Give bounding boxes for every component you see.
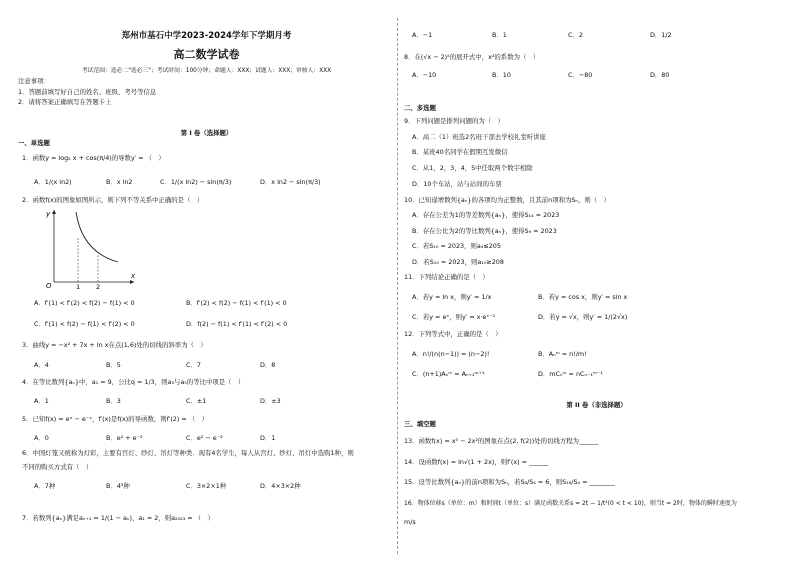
q13-stem: 13．函数f(x) = x³ − 2x²的图象在点(2, f(2))处的切线方程为______ [404,437,599,445]
q4-stem: 4．在等比数列{aₙ}中，a₁ = 9，公比q = 1/3，则a₃与a₅的等比中项是（ ） [22,378,245,386]
q12-option-a[interactable]: A．n!/(n(n−1)) = (n−2)! [412,350,490,358]
q9-option-a[interactable]: A．高二（1）班选2名班干部去学校礼堂听讲座 [412,133,546,141]
q4-option-b[interactable]: B．3 [106,397,121,405]
q3-option-d[interactable]: D．8 [260,361,276,369]
q7-option-c[interactable]: C．2 [568,31,583,39]
exam-info: 考试范围：选必二"选必三"；考试时间：100分钟；命题人：XXX；试题人：XXX；审核人：XXX [81,68,332,74]
q10-stem: 10．已知递增数列{aₙ}的各项均为正整数，且其前n项和为Sₙ，则（ ） [404,196,610,204]
q2-option-d[interactable]: D．f(2) − f(1) < f′(1) < f′(2) < 0 [186,320,288,328]
q1-option-a[interactable]: A．1/(x ln2) [34,178,72,186]
origin-label: O [46,282,52,290]
q5-stem: 5．已知f(x) = eˣ − e⁻ˣ，f′(x)是f(x)的导函数，则f′(2) = （ ） [22,415,208,423]
section-fill-in: 三、填空题 [404,420,436,428]
q8-stem: 8．在(√x − 2)⁵的展开式中，x²的系数为（ ） [404,53,540,61]
y-axis-label: y [46,210,51,218]
q8-option-b[interactable]: B．10 [492,71,511,79]
q3-stem: 3．曲线y = −x² + 7x + ln x在点(1,6)处的切线的斜率为（ ） [22,341,207,349]
section-multi-choice: 二、多选题 [404,104,436,112]
q12-option-b[interactable]: B．Aₙᵐ = n!/m! [538,350,587,358]
q5-option-d[interactable]: D．1 [260,434,276,442]
q5-option-c[interactable]: C．e² − e⁻² [186,434,223,442]
q10-option-d[interactable]: D．若S₁₀ = 2023，则a₁₀≥208 [412,258,504,266]
q7-option-d[interactable]: D．1/2 [650,31,672,39]
q12-option-d[interactable]: D．mCₙᵐ = nCₙ₋₁ᵐ⁻¹ [538,370,603,378]
q1-option-c[interactable]: C．1/(x ln2) − sin(π/3) [160,178,232,186]
q5-option-b[interactable]: B．e² + e⁻² [106,434,143,442]
q9-option-d[interactable]: D．10个车站，站与站间的车票 [412,180,502,188]
exam-title: 高二数学试卷 [173,48,240,61]
q9-option-b[interactable]: B．某班40名同学在假期互发微信 [412,148,508,156]
tick-label-2: 2 [96,283,101,290]
x-axis-arrow [130,280,134,284]
q10-option-a[interactable]: A．存在公差为1的等差数列{aₙ}，使得S₁₄ = 2023 [412,211,560,219]
q1-stem: 1．函数y = log₂ x + cos(π/4)的导数y′ = （ ） [22,154,165,162]
q7-option-a[interactable]: A．−1 [412,31,433,39]
q4-option-d[interactable]: D．±3 [260,397,281,405]
q8-option-c[interactable]: C．−80 [568,71,593,79]
q10-option-c[interactable]: C．若S₁₀ = 2023，则a₄≤205 [412,242,501,250]
right-column [404,0,789,562]
q11-option-b[interactable]: B．若y = cos x，则y′ = sin x [538,293,628,301]
q2-stem: 2．函数f(x)的图象如图所示，则下列不等关系中正确的是（ ） [22,196,204,204]
x-axis-label: x [131,272,136,280]
q10-option-b[interactable]: B．存在公比为2的等比数列{aₙ}，使得S₉ = 2023 [412,227,557,235]
q1-option-b[interactable]: B．x ln2 [106,178,133,186]
q6-stem-line2: 不同的购买方式有（ ） [22,463,93,471]
function-graph [34,206,139,290]
q6-option-c[interactable]: C．3×2×1种 [186,482,227,490]
q14-stem: 14．设函数f(x) = ln√(1 + 2x)，则f′(x) = ______ [404,458,549,466]
q6-option-d[interactable]: D．4×3×2种 [260,482,301,490]
q9-stem: 9．下列问题是排列问题的为（ ） [404,117,504,125]
q12-stem: 12．下列等式中，正确的是（ ） [404,330,502,338]
section-single-choice: 一、单选题 [18,139,50,147]
tick-label-1: 1 [76,283,81,290]
q5-option-a[interactable]: A．0 [34,434,49,442]
q15-stem: 15．设等比数列{aₙ}的前n项和为Sₙ，若S₈/S₄ = 6，则S₁₆/S₄ = ________ [404,478,616,486]
q11-option-a[interactable]: A．若y = ln x，则y′ = 1/x [412,293,492,301]
y-axis-arrow [52,210,56,214]
q6-option-b[interactable]: B．4³种 [106,482,130,490]
q16-stem-line2: m/s [404,518,416,526]
q7-stem: 7．若数列{aₙ}满足aₙ₊₁ = 1/(1 − aₙ)，a₁ = 2，则a₂₀₂₃ = （ ） [22,514,214,522]
function-curve [76,212,118,262]
school-title: 郑州市基石中学2023-2024学年下学期月考 [121,31,292,41]
notes-title: 注意事项： [18,77,50,85]
q3-option-a[interactable]: A．4 [34,361,49,369]
q2-option-a[interactable]: A．f′(1) < f′(2) < f(2) − f(1) < 0 [34,299,135,307]
part2-title: 第 II 卷（非选择题） [566,401,627,409]
q11-option-d[interactable]: D．若y = √x，则y′ = 1/(2√x) [538,313,628,321]
q11-option-c[interactable]: C．若y = eˣ，则y′ = x·eˣ⁻¹ [412,313,496,321]
column-divider [397,18,398,554]
q4-option-c[interactable]: C．±1 [186,397,207,405]
q1-option-d[interactable]: D．x ln2 − sin(π/3) [260,178,321,186]
part1-title: 第 I 卷（选择题） [180,129,233,137]
q8-option-d[interactable]: D．80 [650,71,670,79]
q2-option-b[interactable]: B．f′(2) < f(2) − f(1) < f′(1) < 0 [186,299,287,307]
note-item: 2．请将答案正确填写在答题卡上 [18,98,112,106]
q3-option-c[interactable]: C．7 [186,361,201,369]
note-item: 1．答题前填写好自己的姓名、班级、考号等信息 [18,88,157,96]
q9-option-c[interactable]: C．从1，2，3，4，5中任取两个数字相除 [412,164,533,172]
left-column [14,0,399,562]
q6-stem-line1: 6．中国灯笼又统称为灯彩，主要有宫灯、纱灯、吊灯等种类．现有4名学生，每人从宫灯、纱灯、吊灯中选购1种，则 [22,449,354,457]
q11-stem: 11．下列结论正确的是（ ） [404,273,489,281]
q4-option-a[interactable]: A．1 [34,397,49,405]
q3-option-b[interactable]: B．5 [106,361,121,369]
q16-stem-line1: 16．物体位移s（单位：m）和时间t（单位：s）满足函数关系s = 2t − 1/t²(0 < t < 10)，则当t = 2时，物体的瞬时速度为 [404,500,737,507]
q8-option-a[interactable]: A．−10 [412,71,437,79]
q6-option-a[interactable]: A．7种 [34,482,56,490]
q2-option-c[interactable]: C．f′(1) < f(2) − f(1) < f′(2) < 0 [34,320,135,328]
q12-option-c[interactable]: C．(n+1)Aₙᵐ = Aₙ₊₁ᵐ⁺¹ [412,370,485,378]
q7-option-b[interactable]: B．1 [492,31,507,39]
